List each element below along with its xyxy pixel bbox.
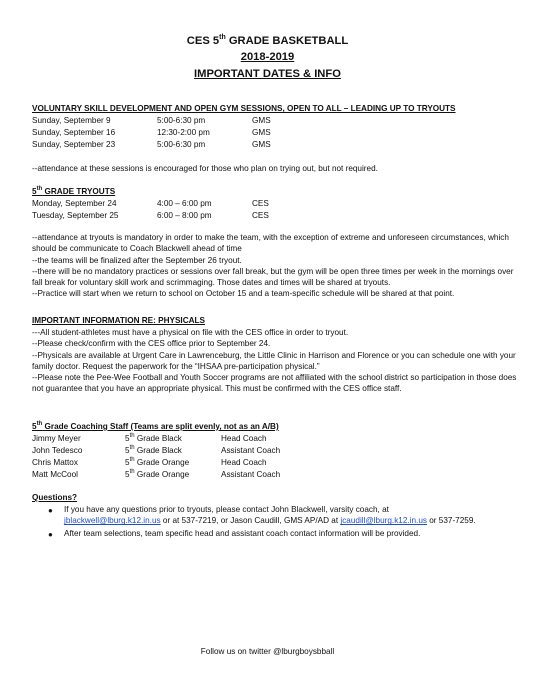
- tryout-place: CES: [252, 211, 269, 220]
- coach-team: 5th Grade Black: [125, 433, 182, 443]
- tryouts-header: 5th GRADE TRYOUTS: [32, 186, 116, 196]
- tryout-date: Monday, September 24: [32, 199, 117, 208]
- coach-team: 5th Grade Orange: [125, 457, 190, 467]
- coach-name: Chris Mattox: [32, 458, 78, 467]
- physicals-header: IMPORTANT INFORMATION RE: PHYSICALS: [32, 316, 205, 325]
- tryouts-note: --attendance at tryouts is mandatory in order to make the team, with the exception of extreme and unforeseen circumstances, which should be communicate to Coach Blackwell ahead of time: [32, 233, 509, 254]
- session-date: Sunday, September 9: [32, 116, 111, 125]
- email-link-caudill[interactable]: jcaudill@lburg.k12.in.us: [340, 516, 427, 526]
- physicals-notes: [32, 327, 522, 395]
- physicals-note: ---All student-athletes must have a physical on file with the CES office in order to tryout.: [32, 328, 349, 337]
- tryouts-notes: [32, 232, 522, 300]
- coach-name: Matt McCool: [32, 470, 78, 479]
- physicals-note: --Please note the Pee-Wee Football and Youth Soccer programs are not affiliated with the school district so participation in those does not guarantee that you have an appropriate physical. This must be confirmed with the CES office staff.: [32, 373, 517, 394]
- questions-item: If you have any questions prior to tryouts, please contact John Blackwell, varsity coach, at jblackwell@lburg.k12.in.us or at 537-7219, or Jason Caudill, GMS AP/AD at jcaudill@lburg.k12.in.us or 537-7259.: [64, 505, 476, 526]
- bullet-icon: ●: [48, 506, 53, 515]
- session-date: Sunday, September 16: [32, 128, 116, 137]
- tryouts-note: --there will be no mandatory practices or sessions over fall break, but the gym will be open three times per week in the mornings over fall break for voluntary skill work and scrimmaging. Those dates and times will be shared at tryouts.: [32, 266, 514, 288]
- coach-role: Head Coach: [221, 458, 267, 467]
- coach-role: Head Coach: [221, 434, 267, 443]
- physicals-note: --Please check/confirm with the CES office prior to September 24.: [32, 339, 271, 349]
- session-place: GMS: [252, 128, 271, 137]
- coach-team: 5th Grade Black: [125, 445, 182, 455]
- session-time: 5:00-6:30 pm: [157, 140, 206, 149]
- tryouts-note: --the teams will be finalized after the September 26 tryout.: [32, 255, 242, 265]
- coach-name: Jimmy Meyer: [32, 434, 81, 443]
- session-date: Sunday, September 23: [32, 140, 116, 149]
- coach-name: John Tedesco: [32, 446, 83, 455]
- tryout-time: 4:00 – 6:00 pm: [157, 199, 212, 208]
- physicals-note: --Physicals are available at Urgent Care in Lawrenceburg, the Little Clinic in Harrison and Florence or you can schedule one with your family doctor. Request the paperwork for the “IHSAA pre-participation physical.”: [32, 350, 516, 371]
- footer-twitter: Follow us on twitter @lburgboysbball: [200, 647, 335, 656]
- tryouts-note: --Practice will start when we return to school on October 15 and a team-specific schedule will be shared at that point.: [32, 289, 455, 299]
- document-title-line3: IMPORTANT DATES & INFO: [194, 68, 341, 80]
- session-place: GMS: [252, 116, 271, 125]
- tryout-time: 6:00 – 8:00 pm: [157, 211, 212, 220]
- session-time: 12:30-2:00 pm: [157, 128, 210, 137]
- voluntary-note: --attendance at these sessions is encouraged for those who plan on trying out, but not required.: [32, 164, 378, 173]
- coach-team: 5th Grade Orange: [125, 469, 190, 479]
- questions-item: After team selections, team specific head and assistant coach contact information will be provided.: [64, 529, 421, 538]
- document-title-line1: CES 5th GRADE BASKETBALL: [186, 34, 349, 47]
- coach-role: Assistant Coach: [221, 470, 281, 479]
- coaching-staff-header: 5th Grade Coaching Staff (Teams are split evenly, not as an A/B): [32, 421, 279, 431]
- tryout-place: CES: [252, 199, 269, 208]
- voluntary-sessions-header: VOLUNTARY SKILL DEVELOPMENT AND OPEN GYM SESSIONS, OPEN TO ALL – LEADING UP TO TRYOUTS: [32, 104, 456, 113]
- questions-header: Questions?: [32, 493, 78, 502]
- tryout-date: Tuesday, September 25: [32, 211, 119, 220]
- session-place: GMS: [252, 140, 271, 149]
- bullet-icon: ●: [48, 530, 53, 539]
- email-link-blackwell[interactable]: jblackwell@lburg.k12.in.us: [64, 516, 161, 526]
- document-title-line2: 2018-2019: [240, 51, 295, 63]
- coach-role: Assistant Coach: [221, 446, 281, 455]
- session-time: 5:00-6:30 pm: [157, 116, 206, 125]
